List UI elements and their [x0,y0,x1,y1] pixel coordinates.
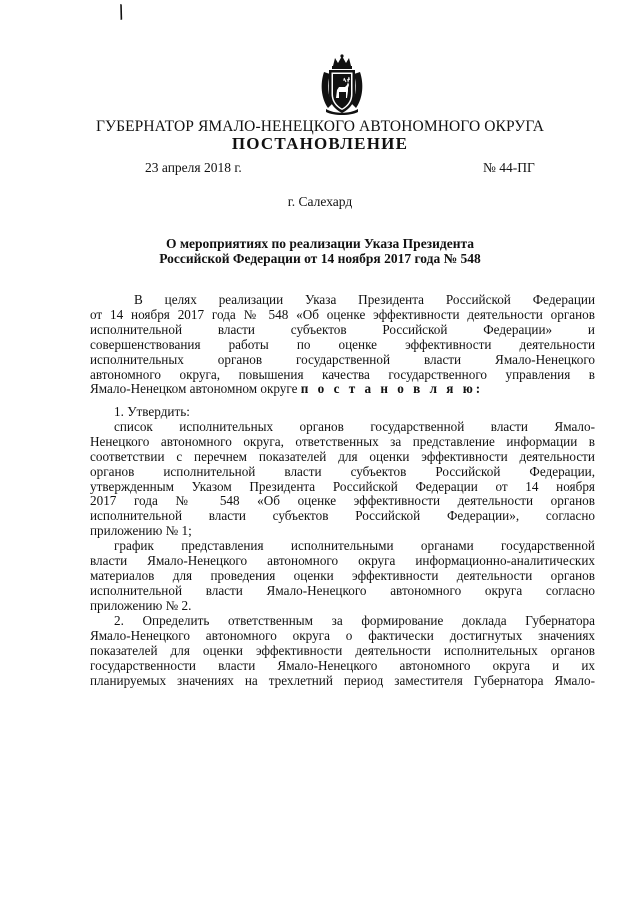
text-line: соответствии с перечнем показателей для оценки эффективности деятельности [90,448,595,464]
text-line: Ямало-Ненецкого автономного округа о фактически достигнутых значениях [90,627,595,643]
text-line: приложению № 2. [90,597,192,613]
yanao-coat-of-arms-icon [318,54,366,116]
issuing-authority: ГУБЕРНАТОР ЯМАЛО-НЕНЕЦКОГО АВТОНОМНОГО ОКРУГА [95,118,545,135]
pen-stroke-mark [119,4,123,20]
text-line: совершенствования работы по оценке эффективности деятельности [90,336,595,352]
document-type: ПОСТАНОВЛЕНИЕ [231,134,409,153]
decree-word: п о с т а н о в л я ю: [300,381,484,397]
document-date: 23 апреля 2018 г. [145,160,242,175]
text-line: исполнительной власти субъектов Российской Федерации», согласно [90,508,595,524]
text-fragment: Ямало-Ненецком автономном округе [90,381,298,397]
title-line: О мероприятиях по реализации Указа Президента [165,236,475,251]
item-1 [90,405,595,614]
text-line: приложению № 1; [90,523,192,539]
text-line: органов исполнительной власти субъектов Российской Федерации, [90,463,595,479]
document-title [120,236,520,266]
preamble-paragraph [90,293,595,397]
text-line: Ненецкого автономного округа, ответственных за представление информации в [90,433,595,449]
text-line: материалов для проведения оценки эффективности деятельности органов [90,567,595,583]
text-line [90,382,595,397]
text-line: утвержденным Указом Президента Российской Федерации от 14 ноября [90,478,595,494]
text-line: 2017 года № 548 «Об оценке эффективности деятельности органов [90,493,595,509]
text-line: В целях реализации Указа Президента Российской Федерации [134,292,595,307]
text-line: список исполнительных органов государственной власти Ямало- [114,418,595,434]
text-line: исполнительных органов государственной власти Ямало-Ненецкого [90,351,595,367]
item-2 [90,614,595,689]
document-number: № 44-ПГ [483,160,535,175]
text-line: планируемых значениях на трехлетний период заместителя Губернатора Ямало- [90,672,595,688]
text-line: график представления исполнительными органами государственной [114,538,595,554]
text-line: 2. Определить ответственным за формирование доклада Губернатора [114,613,595,628]
text-line: от 14 ноября 2017 года № 548 «Об оценке эффективности деятельности органов [90,306,595,322]
text-line: государственности власти Ямало-Ненецкого автономного округа и их [90,657,595,673]
text-line: власти Ямало-Ненецкого автономного округа информационно-аналитических [90,553,595,569]
issue-place: г. Салехард [287,194,353,209]
title-line: Российской Федерации от 14 ноября 2017 года № 548 [159,251,481,266]
text-line: исполнительной власти Ямало-Ненецкого автономного округа согласно [90,582,595,598]
text-line: автономного округа, повышения качества государственного управления в [90,366,595,382]
item-heading: 1. Утвердить: [114,404,190,419]
text-line: исполнительной власти субъектов Российской Федерации» и [90,321,595,337]
text-line: показателей для оценки эффективности деятельности исполнительных органов [90,642,595,658]
